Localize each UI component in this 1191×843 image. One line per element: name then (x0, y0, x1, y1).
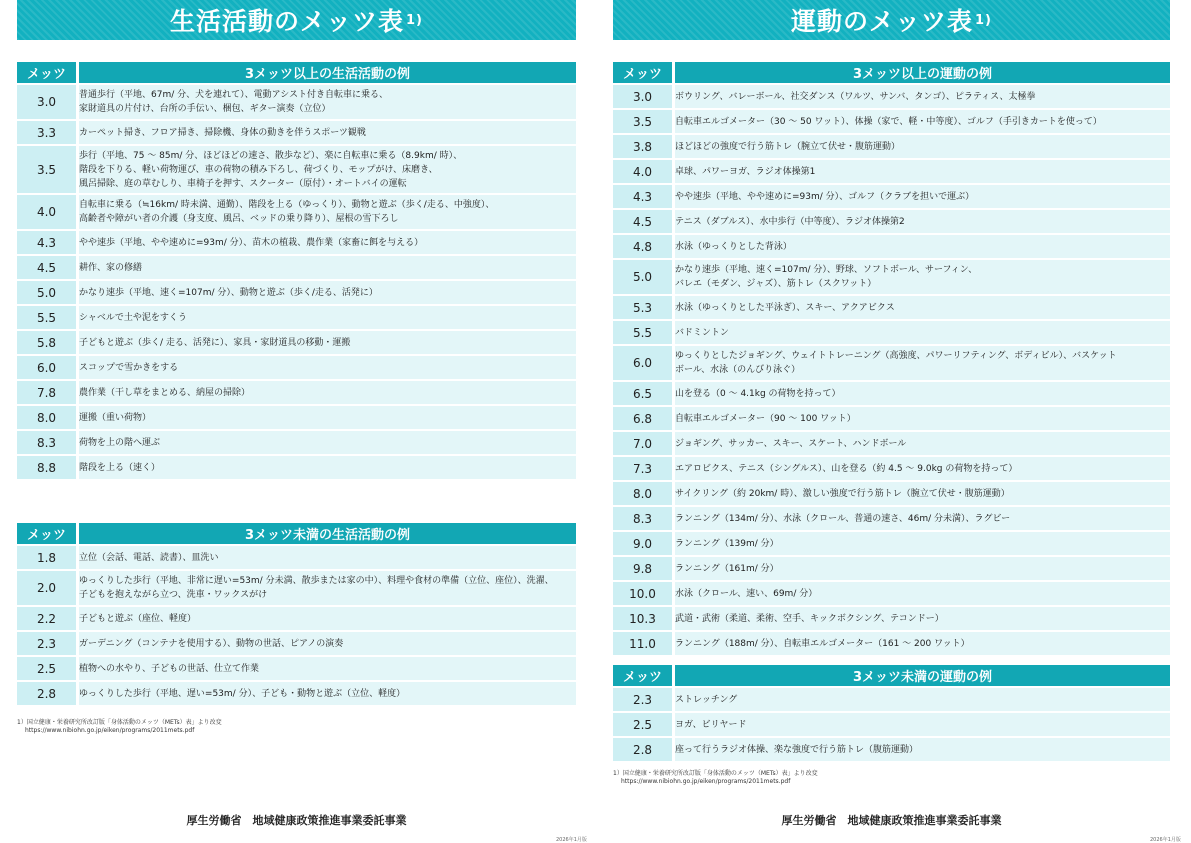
activity-description (79, 195, 576, 229)
activity-description (79, 306, 576, 329)
description-line: 運搬（重い荷物） (79, 412, 152, 423)
description-line: 階段を下りる、軽い荷物運び、車の荷物の積み下ろし、荷づくり、モップがけ、床磨き、 (79, 164, 438, 175)
mets-value: 7.0 (613, 432, 675, 455)
description-line: かなり速歩（平地、速く=107m/ 分）、動物と遊ぶ（歩く/走る、活発に） (79, 287, 378, 298)
description-line: ガーデニング（コンテナを使用する）、動物の世話、ピアノの演奏 (79, 638, 344, 649)
table-row (613, 135, 1170, 158)
mets-value: 6.5 (613, 382, 675, 405)
description-line: バドミントン (675, 327, 729, 338)
left-footnote (17, 719, 417, 735)
table-row (613, 557, 1170, 580)
mets-value: 5.3 (613, 296, 675, 319)
mets-value: 8.8 (17, 456, 79, 479)
description-line: やや速歩（平地、やや速めに=93m/ 分）、ゴルフ（クラブを担いで運ぶ） (675, 191, 975, 202)
right-title-footnote-mark: 1) (975, 12, 992, 28)
description-line: スコップで雪かきをする (79, 362, 179, 373)
description-line: 農作業（干し草をまとめる、納屋の掃除） (79, 387, 251, 398)
mets-column-header: メッツ (613, 665, 675, 686)
table-row (17, 657, 576, 680)
activity-description (79, 607, 576, 630)
mets-value: 2.3 (613, 688, 675, 711)
table-row (17, 85, 576, 119)
description-line: 自転車に乗る（≒16km/ 時未満、通勤）、階段を上る（ゆっくり）、動物と遊ぶ（歩く/走る、中強度）、 (79, 200, 495, 210)
mets-value: 8.0 (17, 406, 79, 429)
mets-value: 2.5 (613, 713, 675, 736)
activity-description (675, 85, 1170, 108)
right-title-banner (613, 0, 1170, 40)
description-line: 荷物を上の階へ運ぶ (79, 437, 161, 448)
activity-description (675, 688, 1170, 711)
activity-description (79, 121, 576, 144)
activity-description (675, 160, 1170, 183)
activity-description (79, 231, 576, 254)
table-row (613, 321, 1170, 344)
description-line: 自転車エルゴメーター（30 ～ 50 ワット）、体操（家で、軽・中等度）、ゴルフ（手引きカートを使って） (675, 116, 1102, 127)
table-row (613, 632, 1170, 655)
table-row (17, 546, 576, 569)
activity-description (675, 582, 1170, 605)
table-row (613, 457, 1170, 480)
table-row (17, 146, 576, 193)
description-line: ほどほどの強度で行う筋トレ（腕立て伏せ・腹筋運動） (675, 141, 901, 152)
table-row (17, 256, 576, 279)
activity-description (675, 382, 1170, 405)
activity-description (675, 557, 1170, 580)
table-row (613, 235, 1170, 258)
mets-value: 5.0 (17, 281, 79, 304)
description-line: 歩行（平地、75 ～ 85m/ 分、ほどほどの速さ、散歩など）、楽に自転車に乗る（8.9km/ 時）、 (79, 150, 463, 161)
table-row (17, 356, 576, 379)
description-line: カーペット掃き、フロア掃き、掃除機、身体の動きを伴うスポーツ観戦 (79, 127, 366, 138)
activity-description (675, 507, 1170, 530)
table-row (613, 185, 1170, 208)
activity-description (675, 632, 1170, 655)
left-title-footnote-mark: 1) (406, 12, 423, 28)
mets-value: 2.8 (613, 738, 675, 761)
activity-description (675, 407, 1170, 430)
description-line: 家財道具の片付け、台所の手伝い、梱包、ギター演奏（立位） (79, 104, 331, 114)
description-line: 階段を上る（速く） (79, 462, 161, 473)
table-row (613, 582, 1170, 605)
mets-value: 3.0 (17, 85, 79, 119)
examples-column-header: 3メッツ未満の生活活動の例 (79, 523, 576, 544)
activity-description (675, 532, 1170, 555)
table-row (17, 306, 576, 329)
mets-column-header: メッツ (613, 62, 675, 83)
table-row (613, 296, 1170, 319)
activity-description (79, 657, 576, 680)
activity-description (675, 346, 1170, 380)
examples-column-header: 3メッツ未満の運動の例 (675, 665, 1170, 686)
left-title-banner (17, 0, 576, 40)
description-line: ストレッチング (675, 694, 738, 705)
mets-value: 3.8 (613, 135, 675, 158)
description-line: 高齢者や障がい者の介護（身支度、風呂、ベッドの乗り降り）、屋根の雪下ろし (79, 214, 399, 224)
mets-value: 2.5 (17, 657, 79, 680)
description-line: 山を登る（0 ～ 4.1kg の荷物を持って） (675, 388, 841, 399)
footnote-url[interactable]: https://www.nibiohn.go.jp/eiken/programs/2011mets.pdf (621, 778, 791, 785)
activity-description (675, 260, 1170, 294)
mets-value: 11.0 (613, 632, 675, 655)
description-line: 卓球、パワーヨガ、ラジオ体操第1 (675, 166, 816, 177)
table-row (17, 607, 576, 630)
table-row (613, 507, 1170, 530)
description-line: 水泳（クロール、速い、69m/ 分） (675, 588, 818, 599)
activity-description (79, 406, 576, 429)
description-line: ボウリング、バレーボール、社交ダンス（ワルツ、サンバ、タンゴ）、ピラティス、太極拳 (675, 91, 1036, 102)
mets-value: 9.0 (613, 532, 675, 555)
description-line: 植物への水やり、子どもの世話、仕立て作業 (79, 663, 260, 674)
description-line: 子どもと遊ぶ（歩く/ 走る、活発に）、家具・家財道具の移動・運搬 (79, 337, 351, 348)
activity-description (675, 210, 1170, 233)
table-row (613, 160, 1170, 183)
description-line: 水泳（ゆっくりとした背泳） (675, 241, 792, 252)
activity-description (79, 571, 576, 605)
description-line: バレエ（モダン、ジャズ）、筋トレ（スクワット） (675, 279, 877, 289)
description-line: ランニング（139m/ 分） (675, 538, 779, 549)
activity-description (675, 185, 1170, 208)
mets-value: 4.5 (17, 256, 79, 279)
mets-value: 6.0 (613, 346, 675, 380)
description-line: かなり速歩（平地、速く=107m/ 分）、野球、ソフトボール、サーフィン、 (675, 265, 978, 275)
table-row (613, 260, 1170, 294)
right-table-3mets-below (613, 663, 1170, 763)
table-row (613, 210, 1170, 233)
description-line: 子どもを抱えながら立つ、洗車・ワックスがけ (79, 590, 268, 600)
activity-description (79, 546, 576, 569)
activity-description (79, 632, 576, 655)
description-line: ゆっくりした歩行（平地、非常に遅い=53m/ 分未満、散歩または家の中）、料理や食材の準備（立位、座位）、洗濯、 (79, 576, 554, 586)
description-line: ゆっくりした歩行（平地、遅い=53m/ 分）、子ども・動物と遊ぶ（立位、軽度） (79, 688, 406, 699)
table-row (17, 195, 576, 229)
right-page-title: 運動のメッツ表 (790, 7, 973, 36)
table-row (613, 382, 1170, 405)
examples-column-header: 3メッツ以上の生活活動の例 (79, 62, 576, 83)
table-row (613, 482, 1170, 505)
table-row (17, 406, 576, 429)
table-row (613, 738, 1170, 761)
mets-value: 2.2 (17, 607, 79, 630)
description-line: サイクリング（約 20km/ 時）、激しい強度で行う筋トレ（腕立て伏せ・腹筋運動） (675, 488, 1010, 499)
table-row (613, 532, 1170, 555)
activity-description (675, 135, 1170, 158)
activity-description (675, 713, 1170, 736)
left-table-3mets-above (17, 60, 576, 481)
activity-description (675, 738, 1170, 761)
activity-description (675, 607, 1170, 630)
activity-description (79, 281, 576, 304)
mets-value: 4.0 (613, 160, 675, 183)
mets-value: 10.3 (613, 607, 675, 630)
right-edition-date: 2026年1月版 (1150, 837, 1181, 843)
mets-value: 5.8 (17, 331, 79, 354)
mets-value: 4.3 (613, 185, 675, 208)
table-row (613, 110, 1170, 133)
left-table-3mets-below (17, 521, 576, 707)
activity-description (675, 321, 1170, 344)
activity-description (675, 110, 1170, 133)
mets-value: 2.0 (17, 571, 79, 605)
mets-value: 5.5 (17, 306, 79, 329)
table-row (17, 571, 576, 605)
right-footnote (613, 770, 1013, 786)
description-line: やや速歩（平地、やや速めに=93m/ 分）、苗木の植栽、農作業（家畜に餌を与える） (79, 237, 424, 248)
table-row (613, 688, 1170, 711)
mets-value: 5.0 (613, 260, 675, 294)
description-line: 座って行うラジオ体操、楽な強度で行う筋トレ（腹筋運動） (675, 744, 919, 755)
table-row (17, 682, 576, 705)
mets-value: 4.0 (17, 195, 79, 229)
activity-description (79, 331, 576, 354)
activity-description (675, 296, 1170, 319)
activity-description (675, 235, 1170, 258)
activity-description (675, 432, 1170, 455)
description-line: 風呂掃除、庭の草むしり、車椅子を押す、スクーター（原付）・オートバイの運転 (79, 178, 407, 189)
activity-description (675, 457, 1170, 480)
mets-column-header: メッツ (17, 523, 79, 544)
table-row (17, 231, 576, 254)
mets-value: 4.8 (613, 235, 675, 258)
description-line: ランニング（134m/ 分）、水泳（クロール、普通の速さ、46m/ 分未満）、ラグビー (675, 513, 1011, 524)
description-line: 水泳（ゆっくりとした平泳ぎ）、スキー、アクアビクス (675, 302, 895, 313)
mets-value: 1.8 (17, 546, 79, 569)
table-row (613, 607, 1170, 630)
mets-value: 7.8 (17, 381, 79, 404)
table-row (613, 85, 1170, 108)
footnote-url[interactable]: https://www.nibiohn.go.jp/eiken/programs/2011mets.pdf (25, 727, 195, 734)
right-footer: 厚生労働省 地域健康政策推進事業委託事業 (781, 814, 1002, 827)
left-edition-date: 2026年1月版 (556, 837, 587, 843)
table-row (613, 407, 1170, 430)
description-line: 子どもと遊ぶ（座位、軽度） (79, 613, 197, 624)
description-line: ゆっくりとしたジョギング、ウェイトトレーニング（高強度、パワーリフティング、ボディビル）、バスケット (675, 351, 1117, 361)
mets-column-header: メッツ (17, 62, 79, 83)
mets-value: 6.0 (17, 356, 79, 379)
description-line: ボール、水泳（のんびり泳ぐ） (675, 365, 801, 375)
table-row (17, 456, 576, 479)
activity-description (675, 482, 1170, 505)
description-line: ヨガ、ビリヤード (675, 719, 747, 730)
right-table-3mets-above (613, 60, 1170, 657)
table-row (17, 121, 576, 144)
description-line: 武道・武術（柔道、柔術、空手、キックボクシング、テコンドー） (675, 613, 944, 624)
activity-description (79, 256, 576, 279)
mets-value: 7.3 (613, 457, 675, 480)
mets-value: 3.3 (17, 121, 79, 144)
description-line: テニス（ダブルス）、水中歩行（中等度）、ラジオ体操第2 (675, 216, 905, 227)
left-page-title: 生活活動のメッツ表 (169, 7, 404, 36)
mets-value: 10.0 (613, 582, 675, 605)
table-row (17, 331, 576, 354)
description-line: 普通歩行（平地、67m/ 分、犬を連れて）、電動アシスト付き自転車に乗る、 (79, 90, 388, 100)
mets-value: 2.3 (17, 632, 79, 655)
mets-value: 4.5 (613, 210, 675, 233)
table-row (17, 632, 576, 655)
table-row (613, 346, 1170, 380)
table-row (17, 431, 576, 454)
description-line: シャベルで土や泥をすくう (79, 312, 187, 323)
mets-value: 3.5 (17, 146, 79, 193)
footnote-source: 1）国立健康・栄養研究所改訂版「身体活動のメッツ（METs）表」より改変 (613, 770, 818, 777)
activity-description (79, 356, 576, 379)
mets-value: 4.3 (17, 231, 79, 254)
mets-value: 6.8 (613, 407, 675, 430)
activity-description (79, 682, 576, 705)
activity-description (79, 381, 576, 404)
table-row (613, 713, 1170, 736)
activity-description (79, 85, 576, 119)
table-row (17, 381, 576, 404)
mets-value: 9.8 (613, 557, 675, 580)
mets-value: 8.3 (613, 507, 675, 530)
description-line: 耕作、家の修繕 (79, 262, 143, 273)
description-line: エアロビクス、テニス（シングルス）、山を登る（約 4.5 ～ 9.0kg の荷物を持って） (675, 463, 1018, 474)
left-footer: 厚生労働省 地域健康政策推進事業委託事業 (186, 814, 407, 827)
mets-value: 5.5 (613, 321, 675, 344)
description-line: 立位（会話、電話、読書）、皿洗い (79, 552, 219, 563)
table-row (17, 281, 576, 304)
mets-value: 3.5 (613, 110, 675, 133)
mets-value: 8.0 (613, 482, 675, 505)
activity-description (79, 456, 576, 479)
mets-value: 8.3 (17, 431, 79, 454)
mets-value: 2.8 (17, 682, 79, 705)
examples-column-header: 3メッツ以上の運動の例 (675, 62, 1170, 83)
activity-description (79, 146, 576, 193)
table-row (613, 432, 1170, 455)
description-line: 自転車エルゴメーター（90 ～ 100 ワット） (675, 413, 856, 424)
mets-value: 3.0 (613, 85, 675, 108)
description-line: ランニング（188m/ 分）、自転車エルゴメーター（161 ～ 200 ワット） (675, 638, 970, 649)
description-line: ジョギング、サッカー、スキー、スケート、ハンドボール (675, 438, 907, 449)
description-line: ランニング（161m/ 分） (675, 563, 779, 574)
activity-description (79, 431, 576, 454)
footnote-source: 1）国立健康・栄養研究所改訂版「身体活動のメッツ（METs）表」より改変 (17, 719, 222, 726)
